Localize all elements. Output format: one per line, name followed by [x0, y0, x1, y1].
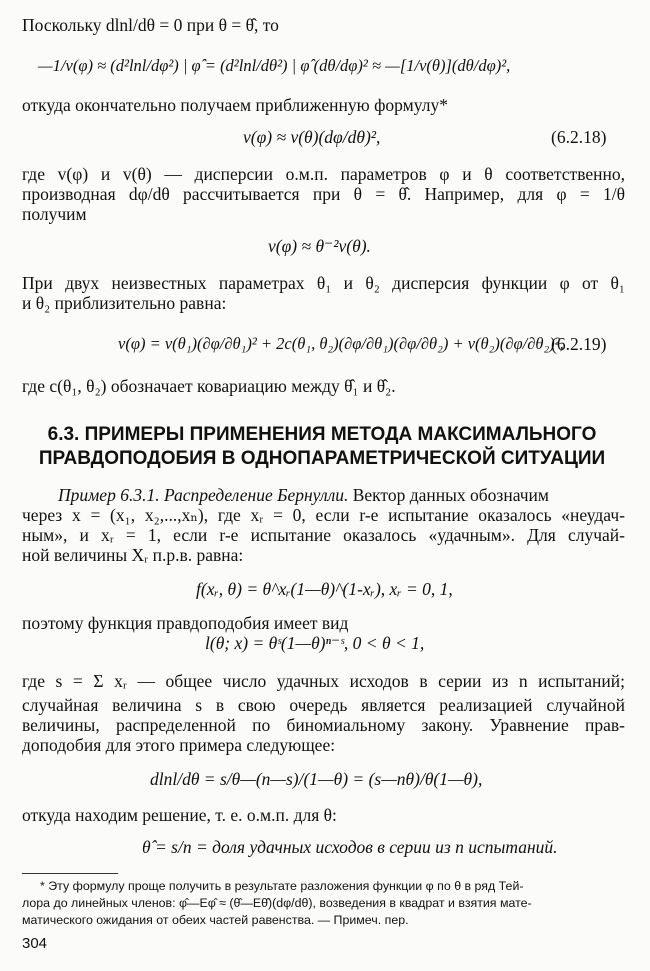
equation-number: (6.2.19) [551, 334, 607, 354]
page-number: 304 [22, 935, 48, 952]
text-line: откуда находим решение, т. е. о.м.п. для θ: [22, 805, 337, 825]
text-line: поэтому функция правдоподобия имеет вид [22, 613, 349, 633]
equation: θ̂ = s/n = доля удачных исходов в серии из n испытаний. [142, 837, 558, 857]
text-line: случайная величина s в свою очередь является реализацией случайной [22, 695, 625, 715]
equation: —1/v(φ) ≈ (d²lnl/dφ²) | φ̂ = (d²lnl/dθ²) | φ̂ (dθ/dφ)² ≈ —[1/v(θ)](dθ/dφ)², [38, 56, 511, 75]
text-line: величины, распределенной по биномиальному закону. Уравнение прав- [22, 715, 625, 735]
equation: l(θ; x) = θˢ(1—θ)ⁿ⁻ˢ, 0 < θ < 1, [205, 633, 425, 653]
footnote-line: матического ожидания от обеих частей равенства. — Примеч. пер. [22, 913, 409, 927]
text-line: доподобия для этого примера следующее: [22, 735, 336, 755]
text-line: ным», и xᵣ = 1, если r-е испытание оказалось «удачным». Для случай- [22, 525, 625, 545]
text-line: Поскольку dlnl/dθ = 0 при θ = θ̂, то [22, 15, 279, 35]
text-line: откуда окончательно получаем приближенную формулу* [22, 95, 448, 115]
footnote-line: * Эту формулу проще получить в результате разложения функции φ по θ в ряд Тей- [40, 879, 524, 893]
text-line [58, 484, 549, 506]
text-line: где v(φ) и v(θ) — дисперсии о.м.п. параметров φ и θ соответственно, [22, 164, 625, 184]
text-line: где c(θ₁, θ₂) обозначает ковариацию между θ̂₁ и θ̂₂. [22, 376, 396, 396]
text-line: ной величины Xᵣ п.р.в. равна: [22, 545, 244, 565]
text-line: где s = Σ xᵣ — общее число удачных исходов в серии из n испытаний; [22, 671, 625, 691]
equation: dlnl/dθ = s/θ—(n—s)/(1—θ) = (s—nθ)/θ(1—θ), [150, 769, 483, 789]
footnote-line: лора до линейных членов: φ̂—Eφ̂ ≈ (θ̂—Eθ̂)(dφ/dθ), возведения в квадрат и взятия мате- [22, 896, 532, 910]
text-line: производная dφ/dθ рассчитывается при θ = θ̂. Например, для φ = 1/θ [22, 184, 625, 204]
equation: f(xᵣ, θ) = θ^xᵣ(1—θ)^(1-xᵣ), xᵣ = 0, 1, [196, 579, 453, 599]
text-line: получим [22, 204, 87, 224]
example-title: Пример 6.3.1. Распределение Бернулли. [58, 485, 349, 505]
example-text: Вектор данных обозначим [352, 485, 549, 505]
footnote-rule [22, 873, 118, 874]
text-line: через x = (x₁, x₂,...,xₙ), где xᵣ = 0, если r-е испытание оказалось «неудач- [22, 505, 625, 525]
equation-6-2-18: v(φ) ≈ v(θ)(dφ/dθ)², [243, 127, 381, 147]
text-line: и θ₂ приблизительно равна: [22, 293, 227, 313]
equation: v(φ) ≈ θ⁻²v(θ). [268, 236, 371, 256]
section-heading: ПРАВДОПОДОБИЯ В ОДНОПАРАМЕТРИЧЕСКОЙ СИТУАЦИИ [38, 448, 606, 469]
section-heading: 6.3. ПРИМЕРЫ ПРИМЕНЕНИЯ МЕТОДА МАКСИМАЛЬНОГО [47, 424, 597, 445]
text-line: При двух неизвестных параметрах θ₁ и θ₂ дисперсия функции φ от θ₁ [22, 273, 625, 293]
equation-6-2-19: v(φ) = v(θ₁)(∂φ/∂θ₁)² + 2c(θ₁, θ₂)(∂φ/∂θ₁)(∂φ/∂θ₂) + v(θ₂)(∂φ/∂θ₂)², [118, 334, 564, 353]
equation-number: (6.2.18) [551, 127, 607, 147]
